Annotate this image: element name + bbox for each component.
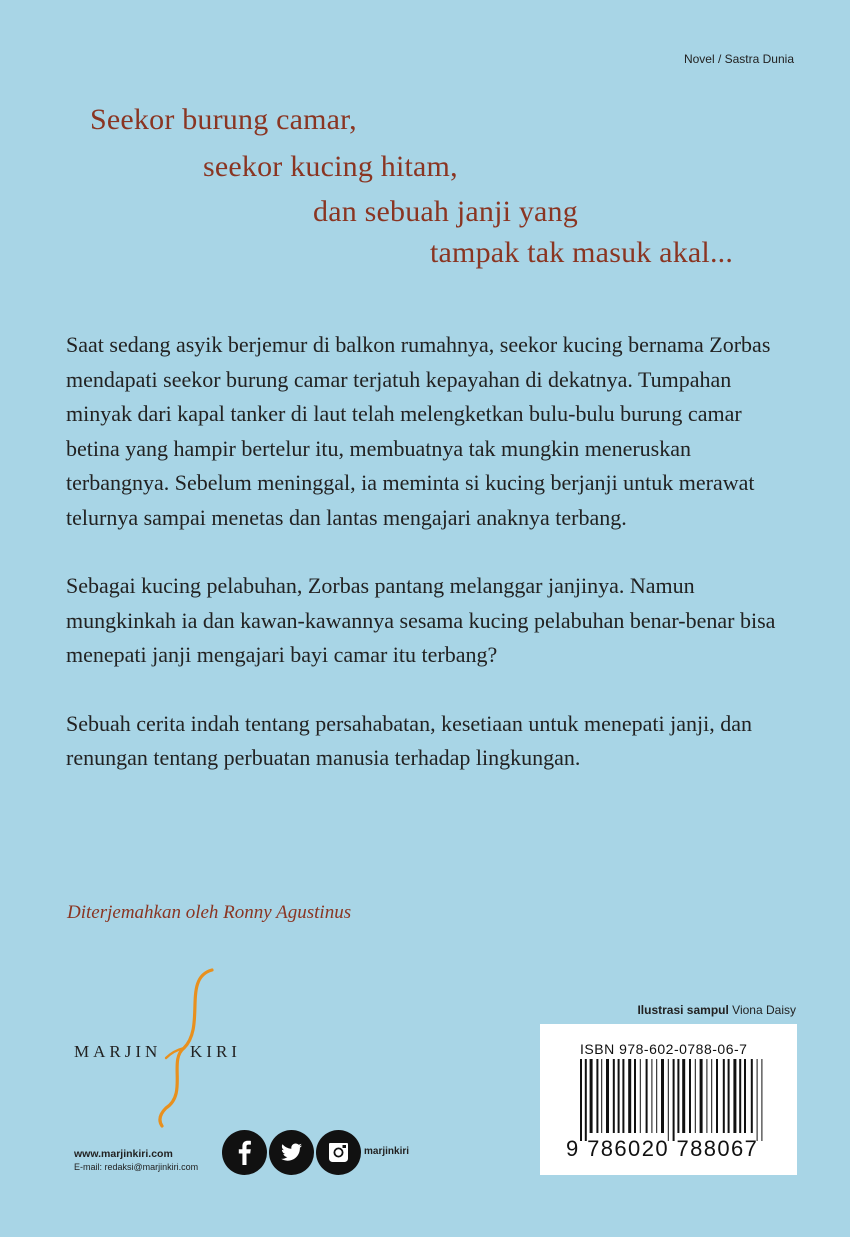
website-link[interactable]: www.marjinkiri.com bbox=[74, 1148, 173, 1160]
barcode-bar bbox=[596, 1059, 598, 1133]
barcode-bar bbox=[744, 1059, 746, 1133]
barcode-bar bbox=[580, 1059, 582, 1141]
barcode-bar bbox=[723, 1059, 725, 1133]
instagram-icon[interactable] bbox=[316, 1130, 361, 1175]
barcode-bar bbox=[651, 1059, 652, 1133]
illustration-credit bbox=[637, 1003, 796, 1017]
barcode-bar bbox=[757, 1059, 758, 1141]
barcode-bar bbox=[622, 1059, 624, 1133]
barcode-bar bbox=[668, 1059, 669, 1141]
isbn-digits: 9 786020 788067 bbox=[566, 1136, 759, 1161]
barcode-bar bbox=[628, 1059, 631, 1133]
illustration-label: Ilustrasi sampul bbox=[637, 1003, 729, 1017]
barcode-bar bbox=[695, 1059, 696, 1133]
tagline-line-4: tampak tak masuk akal... bbox=[430, 236, 734, 269]
barcode-bar bbox=[656, 1059, 657, 1133]
barcode-bar bbox=[728, 1059, 730, 1133]
facebook-icon[interactable] bbox=[222, 1130, 267, 1175]
translator-credit: Diterjemahkan oleh Ronny Agustinus bbox=[67, 902, 352, 923]
logo-text-kiri: KIRI bbox=[190, 1042, 241, 1061]
isbn-label: ISBN 978-602-0788-06-7 bbox=[580, 1041, 748, 1057]
barcode-bar bbox=[739, 1059, 741, 1133]
barcode-bar bbox=[700, 1059, 703, 1133]
barcode-bar bbox=[618, 1059, 620, 1133]
email-text: E-mail: redaksi@marjinkiri.com bbox=[74, 1162, 199, 1172]
barcode-bar bbox=[716, 1059, 718, 1133]
tagline-line-3: dan sebuah janji yang bbox=[313, 195, 578, 228]
barcode-bar bbox=[646, 1059, 648, 1133]
synopsis-paragraph-1: Saat sedang asyik berjemur di balkon rumahnya, seekor kucing bernama Zorbas mendapati seekor burung camar terjatuh kepayahan di dekatnya. Tumpahan minyak dari kapal tanker di laut telah melengketkan bulu-bulu burung camar betina yang hampir bertelur itu, membuatnya tak mungkin meneruskan terbangnya. Sebelum meninggal, ia meminta si kucing berjanji untuk merawat telurnya sampai menetas dan lantas mengajari anaknya terbang. bbox=[66, 332, 771, 530]
barcode-bar bbox=[640, 1059, 641, 1133]
barcode-bar bbox=[661, 1059, 664, 1133]
social-handle[interactable]: marjinkiri bbox=[364, 1146, 410, 1157]
barcode-bar bbox=[733, 1059, 736, 1133]
genre-label: Novel / Sastra Dunia bbox=[683, 52, 794, 66]
barcode-bar bbox=[689, 1059, 691, 1133]
tagline bbox=[0, 0, 850, 300]
synopsis bbox=[66, 328, 796, 810]
twitter-icon[interactable] bbox=[269, 1130, 314, 1175]
barcode-bar bbox=[751, 1059, 753, 1133]
barcode-bar bbox=[673, 1059, 675, 1141]
tagline-line-1: Seekor burung camar, bbox=[90, 103, 357, 136]
barcode-bar bbox=[606, 1059, 609, 1133]
barcode-bar bbox=[613, 1059, 615, 1133]
barcode-bar bbox=[634, 1059, 636, 1133]
tagline-line-2: seekor kucing hitam, bbox=[203, 150, 458, 183]
barcode-bar bbox=[761, 1059, 762, 1141]
barcode bbox=[580, 1059, 780, 1141]
illustrator-name: Viona Daisy bbox=[732, 1003, 796, 1017]
barcode-bar bbox=[601, 1059, 602, 1133]
barcode-bar bbox=[590, 1059, 593, 1133]
contact-info bbox=[74, 1148, 198, 1172]
barcode-bar bbox=[711, 1059, 712, 1133]
barcode-bar bbox=[677, 1059, 679, 1133]
barcode-bar bbox=[585, 1059, 587, 1141]
synopsis-paragraph-3: Sebuah cerita indah tentang persahabatan, kesetiaan untuk menepati janji, dan renungan tentang perbuatan manusia terhadap lingkungan. bbox=[66, 710, 753, 770]
isbn-barcode-box bbox=[540, 1024, 797, 1175]
logo-text-marjin: MARJIN bbox=[74, 1042, 162, 1061]
barcode-bar bbox=[682, 1059, 685, 1133]
publisher-logo bbox=[74, 968, 274, 1128]
barcode-bar bbox=[706, 1059, 707, 1133]
synopsis-paragraph-2: Sebagai kucing pelabuhan, Zorbas pantang melanggar janjinya. Namun mungkinkah ia dan kawan-kawannya sesama kucing pelabuhan benar-benar bisa menepati janji mengajari bayi camar itu terbang? bbox=[66, 573, 776, 667]
